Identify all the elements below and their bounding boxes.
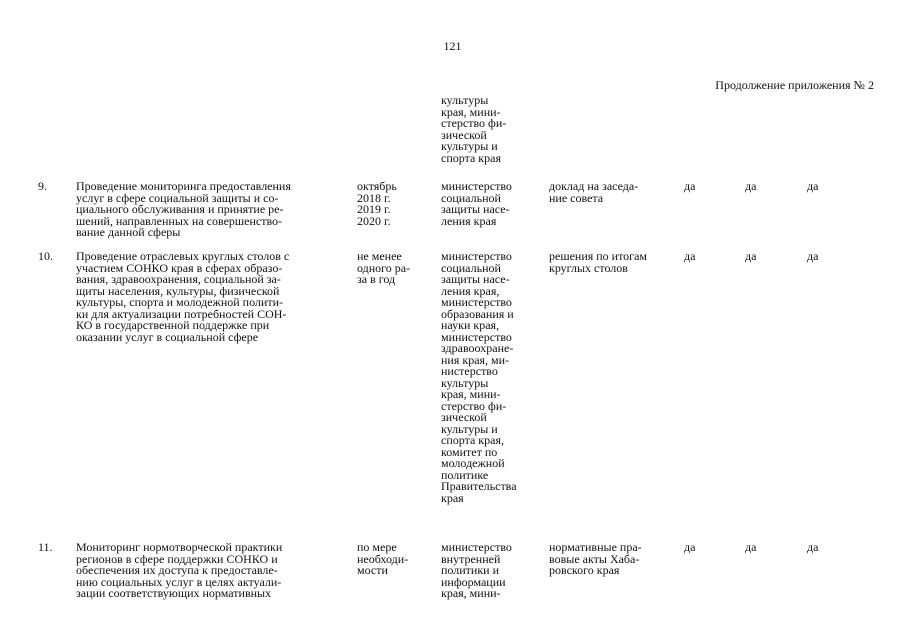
row-year-3-mark: да	[807, 249, 819, 263]
row-year-2-mark: да	[745, 249, 757, 263]
row-year-3-mark: да	[807, 540, 819, 554]
row-description: Проведение отраслевых круглых столов с участием СОНКО края в сферах образо- вания, здравоохранения, социальной за- щиты населения, культуры, физической культуры, спорта и молодежной полити- ки для актуализации потребностей СОН- КО в государственной поддержке при оказании услуг в социальной сфере	[76, 249, 290, 344]
row-year-3-mark: да	[807, 179, 819, 193]
row-description: Мониторинг нормотворческой практики регионов в сфере поддержки СОНКО и обеспечения их доступа к предоставле- нию социальных услуг в целях актуали- зации соответствующих нормативных	[76, 540, 283, 600]
row-number: 9.	[38, 179, 47, 193]
row-result: решения по итогам круглых столов	[549, 249, 648, 275]
row-number: 11.	[38, 540, 53, 554]
row-year-2-mark: да	[745, 540, 757, 554]
row-term: по мере необходи- мости	[357, 540, 409, 577]
row-result: доклад на заседа- ние совета	[549, 179, 639, 205]
row-number: 10.	[38, 249, 53, 263]
row-responsible: министерство социальной защиты насе- ления края	[441, 179, 512, 228]
row-term: октябрь 2018 г. 2019 г. 2020 г.	[357, 179, 397, 228]
appendix-continuation-note: Продолжение приложения № 2	[715, 78, 874, 92]
row-responsible: министерство социальной защиты насе- ления края, министерство образования и науки края, министерство здравоохране- ния края, ми- нистерство культуры края, мини- стерство фи- зической культуры и спорта края, комитет по молодежной политике Правительства края	[441, 249, 517, 505]
row-term: не менее одного ра- за в год	[357, 249, 411, 286]
row-year-2-mark: да	[745, 179, 757, 193]
row-year-1-mark: да	[684, 540, 696, 554]
page-number: 121	[443, 39, 462, 53]
carryover-responsible-cell: культуры края, мини- стерство фи- зической культуры и спорта края	[441, 93, 507, 165]
row-description: Проведение мониторинга предоставления услуг в сфере социальной защиты и со- циального обслуживания и принятие ре- шений, направленных на совершенство- вание данной сферы	[76, 179, 291, 239]
row-responsible: министерство внутренней политики и информации края, мини-	[441, 540, 512, 600]
row-result: нормативные пра- вовые акты Хаба- ровского края	[549, 540, 642, 577]
row-year-1-mark: да	[684, 179, 696, 193]
row-year-1-mark: да	[684, 249, 696, 263]
